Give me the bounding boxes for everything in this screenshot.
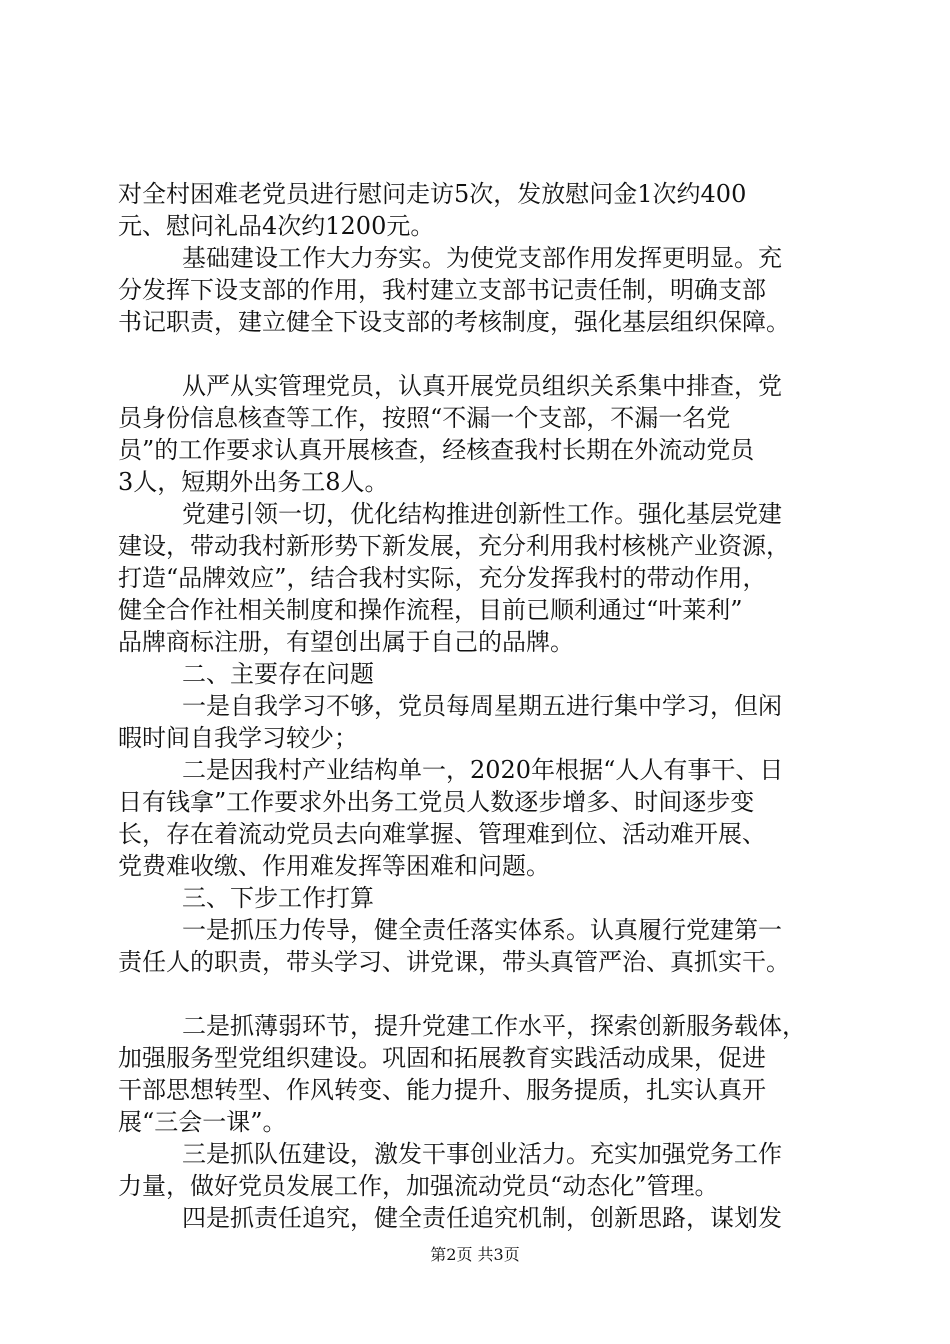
text-line: 基础建设工作大力夯实。为使党支部作用发挥更明显。充	[182, 244, 782, 272]
text-line: 元、慰问礼品4次约1200元。	[118, 212, 435, 240]
paragraph-gap	[118, 338, 838, 370]
section-heading: 二、主要存在问题	[182, 660, 374, 688]
text-line: 建设，带动我村新形势下新发展，充分利用我村核桃产业资源，	[118, 532, 790, 560]
page-number: 第2页 共3页	[430, 1245, 520, 1264]
text-line: 日有钱拿”工作要求外出务工党员人数逐步增多、时间逐步变	[118, 788, 755, 816]
paragraph-gap	[118, 978, 838, 1010]
section-heading: 三、下步工作打算	[182, 884, 374, 912]
text-line: 党费难收缴、作用难发挥等困难和问题。	[118, 852, 550, 880]
text-line: 三是抓队伍建设，激发干事创业活力。充实加强党务工作	[182, 1140, 782, 1168]
text-line: 四是抓责任追究，健全责任追究机制，创新思路，谋划发	[182, 1204, 782, 1232]
text-line: 品牌商标注册，有望创出属于自己的品牌。	[118, 628, 574, 656]
text-line: 暇时间自我学习较少；	[118, 724, 358, 752]
text-line: 书记职责，建立健全下设支部的考核制度，强化基层组织保障。	[118, 308, 790, 336]
text-line: 健全合作社相关制度和操作流程，目前已顺利通过“叶莱利”	[118, 596, 743, 624]
text-line: 二是因我村产业结构单一，2020年根据“人人有事干、日	[182, 756, 784, 784]
text-line: 力量，做好党员发展工作，加强流动党员“动态化”管理。	[118, 1172, 719, 1200]
text-line: 3人，短期外出务工8人。	[118, 468, 389, 496]
text-line: 对全村困难老党员进行慰问走访5次，发放慰问金1次约400	[118, 180, 747, 208]
text-line: 分发挥下设支部的作用，我村建立支部书记责任制，明确支部	[118, 276, 766, 304]
text-line: 一是抓压力传导，健全责任落实体系。认真履行党建第一	[182, 916, 782, 944]
text-line: 干部思想转型、作风转变、能力提升、服务提质，扎实认真开	[118, 1076, 766, 1104]
document-body	[118, 178, 838, 1234]
text-line: 责任人的职责，带头学习、讲党课，带头真管严治、真抓实干。	[118, 948, 790, 976]
text-line: 员身份信息核查等工作，按照“不漏一个支部，不漏一名党	[118, 404, 731, 432]
text-line: 党建引领一切，优化结构推进创新性工作。强化基层党建	[182, 500, 782, 528]
text-line: 员”的工作要求认真开展核查，经核查我村长期在外流动党员	[118, 436, 755, 464]
text-line: 一是自我学习不够，党员每周星期五进行集中学习，但闲	[182, 692, 782, 720]
text-line: 加强服务型党组织建设。巩固和拓展教育实践活动成果，促进	[118, 1044, 766, 1072]
text-line: 二是抓薄弱环节，提升党建工作水平，探索创新服务载体，	[182, 1012, 806, 1040]
text-line: 长，存在着流动党员去向难掌握、管理难到位、活动难开展、	[118, 820, 766, 848]
text-line: 展“三会一课”。	[118, 1108, 287, 1136]
text-line: 从严从实管理党员，认真开展党员组织关系集中排查，党	[182, 372, 782, 400]
text-line: 打造“品牌效应”，结合我村实际，充分发挥我村的带动作用，	[118, 564, 767, 592]
